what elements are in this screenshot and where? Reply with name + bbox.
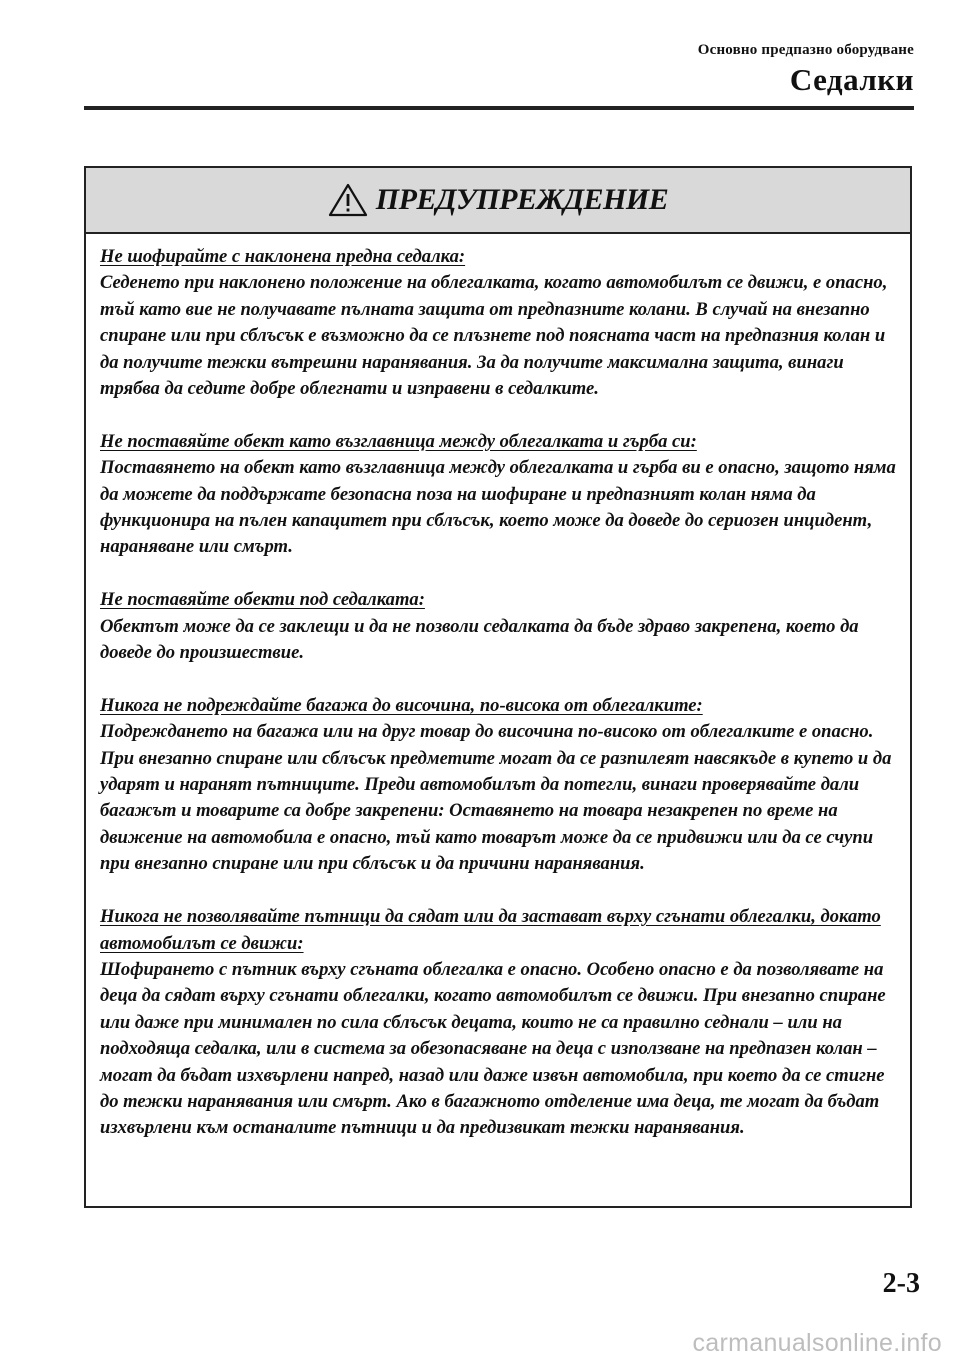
warning-item-heading: Никога не подреждайте багажа до височина, по-висока от облегалките:	[100, 694, 703, 716]
warning-item-heading: Никога не позволявайте пътници да сядат или да застават върху сгънати облегалки, докато автомобилът се движи:	[100, 906, 881, 954]
warning-item	[100, 904, 896, 1142]
warning-title: ПРЕДУПРЕЖДЕНИЕ	[375, 183, 669, 216]
warning-item	[100, 244, 896, 402]
warning-item	[100, 693, 896, 878]
section-label: Основно предпазно оборудване	[697, 42, 914, 58]
warning-triangle-icon	[328, 183, 368, 217]
warning-item-text: Обектът може да се заклещи и да не позволи седалката да бъде здраво закрепена, което да доведе до произшествие.	[100, 615, 859, 664]
warning-item-heading: Не шофирайте с наклонена предна седалка:	[100, 246, 466, 267]
warning-item-heading: Не поставяйте обекти под седалката:	[100, 589, 425, 611]
warning-item	[100, 587, 896, 666]
chapter-title: Седалки	[789, 62, 914, 97]
warning-header	[86, 168, 910, 234]
warning-body	[86, 234, 910, 1142]
warning-item-text: Седенето при наклонено положение на облегалката, когато автомобилът се движи, е опасно, тъй като вие не получавате пълната защита от предпазните колани. В случай на внезапно спиране или при сблъсък е възможно да се плъзнете под поясната част на предпазния колан и да получите тежки вътрешни наранявания. За да получите максимална защита, винаги трябва да седите добре облегнати и изправени в седалките.	[100, 272, 888, 400]
warning-box	[84, 166, 912, 1208]
page-number: 2-3	[882, 1268, 920, 1299]
warning-item	[100, 429, 896, 561]
warning-item-text: Шофирането с пътник върху сгъната облегалка е опасно. Особено опасно е да позволявате на деца да сядат върху сгънати облегалки, когато автомобилът се движи. При внезапно спиране или даже при минимален по сила сблъсък децата, които не са правилно седнали – или на подходяща седалка, или в система за обезопасяване на деца с използване на предпазен колан – могат да бъдат изхвърлени напред, назад или даже извън автомобила, при което да се стигне до тежки наранявания или смърт. Ако в багажното отделение има деца, те могат да бъдат изхвърлени към останалите пътници и да предизвикат тежки наранявания.	[100, 958, 886, 1139]
warning-item-heading: Не поставяйте обект като възглавница между облегалката и гърба си:	[100, 430, 697, 452]
watermark[interactable]: carmanualsonline.info	[692, 1329, 942, 1357]
header-rule	[84, 106, 914, 110]
warning-item-text: Поставянето на обект като възглавница между облегалката и гърба ви е опасно, защото няма да можете да поддържате безопасна поза на шофиране и предпазният колан няма да функционира на пълен капацитет при сблъсък, което може да доведе до сериозен инцидент, нараняване или смърт.	[100, 457, 896, 558]
warning-item-text: Подреждането на багажа или на друг товар до височина по-високо от облегалките е опасно. При внезапно спиране или сблъсък предметите могат да се разпилеят навсякъде в купето и да ударят и наранят пътниците. Преди автомобилът да потегли, винаги проверявайте дали багажът и товарите са добре закрепени: Оставянето на товара незакрепен по време на движение на автомобила е опасно, тъй като товарът може да се придвижи или да се счупи при внезапно спиране или при сблъсък и да причини наранявания.	[100, 721, 892, 875]
